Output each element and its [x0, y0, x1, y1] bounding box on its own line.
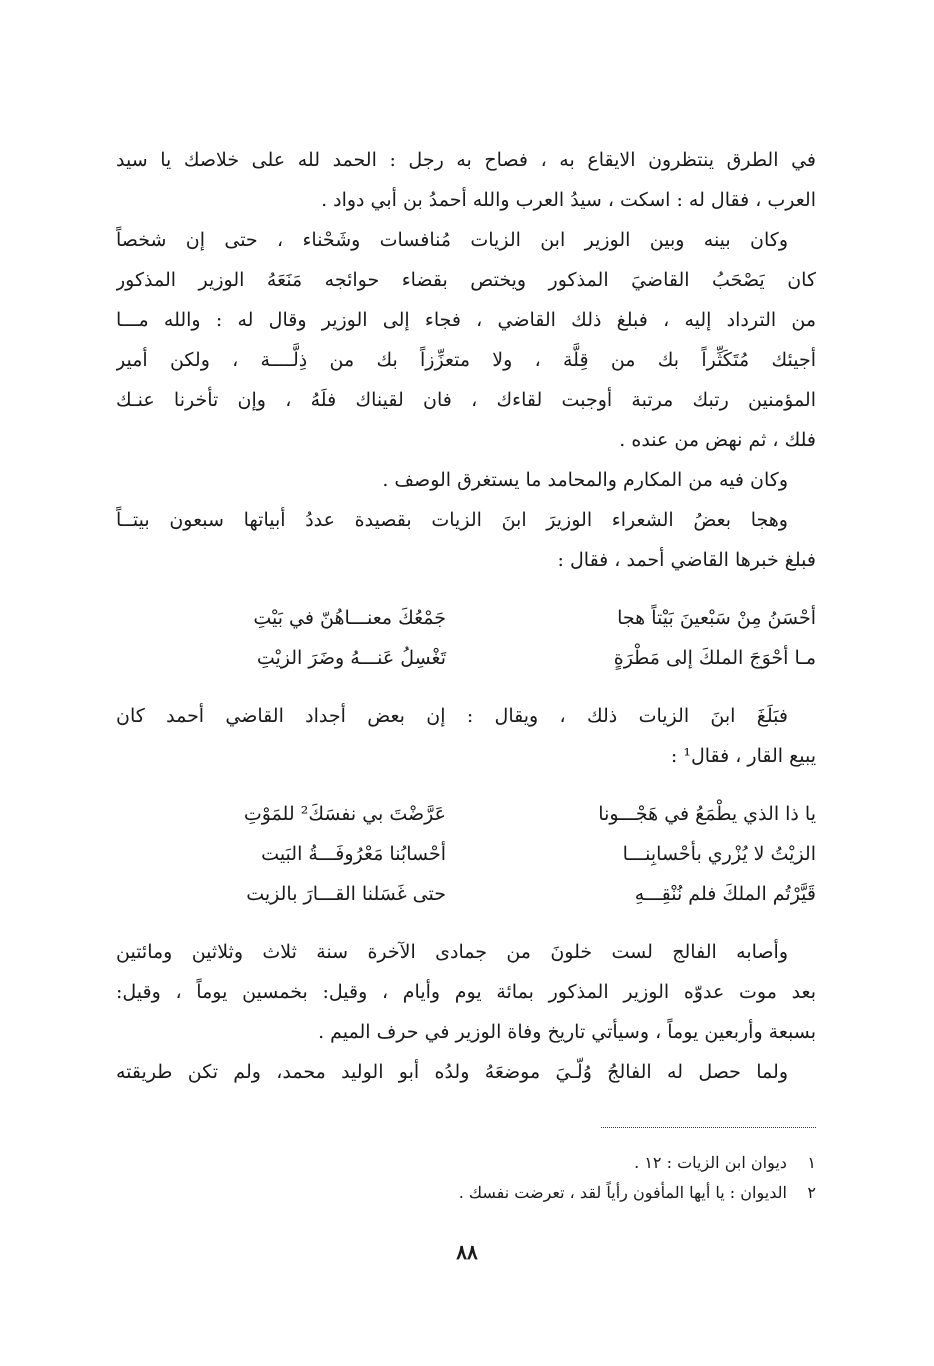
footnote	[116, 1148, 816, 1178]
verse-first-hemistich: أحْسَنُ مِنْ سَبْعينَ بَيْتاً هجا	[617, 607, 816, 629]
paragraph-5	[116, 696, 816, 776]
main-text	[116, 140, 816, 1092]
verse-second-hemistich: تَغْسِلُ عَنـــهُ وضَرَ الزيْتِ	[256, 647, 446, 669]
text-line: يبيع القار ، فقال¹ :	[670, 745, 816, 767]
text-line: كان يَصْحَبُ القاضيَ المذكور ويختص بقضاء حوائجه مَنَعَهُ الوزير المذكور	[116, 269, 816, 291]
footnote-number: ١	[807, 1153, 816, 1172]
verse-first-hemistich: الزيْتُ لا يُزْري بأحْسابِنـــا	[622, 843, 816, 865]
paragraph-4	[116, 500, 816, 580]
paragraph-3	[116, 460, 816, 500]
footnote-text: الديوان : يا أيها المأفون رأياً لقد ، تعرضت نفسك .	[458, 1183, 787, 1202]
verse-first-hemistich: قَيَّرْتُم الملكَ فلم نُنْقِـــهِ	[634, 883, 816, 905]
paragraph-1	[116, 140, 816, 220]
paragraph-6	[116, 932, 816, 1052]
footnote-number: ٢	[807, 1183, 816, 1202]
text-line: في الطرق ينتظرون الايقاع به ، فصاح به رجل : الحمد لله على خلاصك يا سيد	[116, 149, 816, 171]
text-line: فبلغ خبرها القاضي أحمد ، فقال :	[557, 549, 816, 571]
text-line: العرب ، فقال له : اسكت ، سيدُ العرب والله أحمدُ بن أبي دواد .	[321, 189, 816, 211]
poem-2	[116, 794, 816, 914]
verse-second-hemistich: حتى غَسَلنا القـــارَ بالزيت	[246, 883, 446, 905]
text-line: أجيئك مُتَكَثِّراً بك من قِلَّة ، ولا متعزِّزاً بك من ذِلَّــــة ، ولكن أمير	[116, 349, 816, 371]
footnote	[116, 1178, 816, 1208]
text-line: فبَلَغَ ابنَ الزيات ذلك ، ويقال : إن بعض أجداد القاضي أحمد كان	[116, 705, 788, 727]
poem-verse	[116, 598, 816, 638]
footnote-text: ديوان ابن الزيات : ١٢ .	[634, 1153, 787, 1172]
poem-verse	[116, 638, 816, 678]
poem-verse	[116, 834, 816, 874]
text-line: وكان بينه وبين الوزير ابن الزيات مُنافسات وشَحْناء ، حتى إن شخصاً	[116, 229, 788, 251]
verse-first-hemistich: يا ذا الذي يطْمَعُ في هَجْـــونا	[598, 803, 816, 825]
footnote-separator	[601, 1127, 816, 1128]
text-line: فلك ، ثم نهض من عنده .	[619, 429, 816, 451]
verse-first-hemistich: مـا أحْوَجَ الملكَ إلى مَطْرَةٍ	[613, 647, 816, 669]
footnotes	[116, 1148, 816, 1208]
paragraph-2	[116, 220, 816, 460]
page-number: ٨٨	[456, 1240, 478, 1264]
verse-second-hemistich: عَرَّضْتَ بي نفسَكَ² للمَوْتِ	[243, 803, 446, 825]
poem-verse	[116, 794, 816, 834]
poem-verse	[116, 874, 816, 914]
poem-1	[116, 598, 816, 678]
verse-second-hemistich: جَمْعُكَ معنـــاهُنّ في بَيْتِ	[253, 607, 446, 629]
paragraph-7	[116, 1052, 816, 1092]
text-line: المؤمنين رتبك مرتبة أوجبت لقاءك ، فان لقيناك فلَهُ ، وإن تأخرنا عنـك	[116, 389, 816, 411]
verse-second-hemistich: أحْسابُنا مَعْرُوفَـــةُ البَيت	[261, 843, 446, 865]
text-line: من الترداد إليه ، فبلغ ذلك القاضي ، فجاء إلى الوزير وقال له : والله مـــا	[116, 309, 816, 331]
text-line: وكان فيه من المكارم والمحامد ما يستغرق الوصف .	[382, 469, 788, 491]
text-line: بسبعة وأربعين يوماً ، وسيأتي تاريخ وفاة الوزير في حرف الميم .	[318, 1021, 816, 1043]
text-line: وأصابه الفالج لست خلونَ من جمادى الآخرة سنة ثلاث وثلاثين ومائتين	[116, 941, 788, 963]
text-line: وهجا بعضُ الشعراء الوزيرَ ابنَ الزيات بقصيدة عددُ أبياتها سبعون بيتــاً	[116, 509, 788, 531]
text-line: بعد موت عدوّه الوزير المذكور بمائة يوم وأيام ، وقيل: بخمسين يوماً ، وقيل:	[116, 981, 816, 1003]
text-line: ولما حصل له الفالجُ وُلّـيَ موضعَهُ ولدُه أبو الوليد محمد، ولم تكن طريقته	[116, 1061, 788, 1083]
